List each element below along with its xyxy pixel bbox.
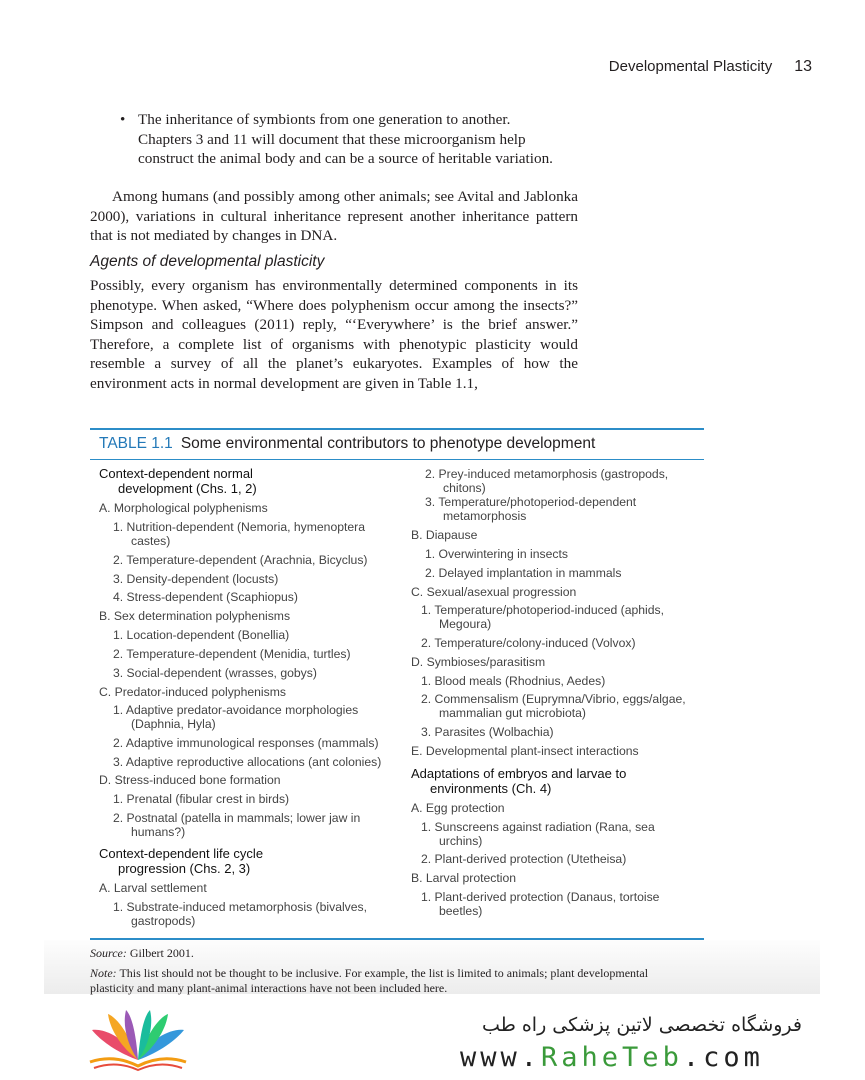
- table-entry: 3. Adaptive reproductive allocations (ant colonies): [113, 755, 382, 769]
- table-entry: 1. Temperature/photoperiod-induced (aphids,: [421, 603, 665, 617]
- table-entry: 2. Commensalism (Euprymna/Vibrio, eggs/algae,: [421, 692, 686, 706]
- table-entry: mammalian gut microbiota): [439, 706, 586, 720]
- table-entry: (Daphnia, Hyla): [131, 717, 216, 731]
- table-entry: C. Predator-induced polyphenisms: [99, 685, 286, 699]
- watermark-url: [460, 1042, 764, 1073]
- table-entry: gastropods): [131, 914, 196, 928]
- bullet-symbol: •: [120, 111, 126, 128]
- table-section-heading: Adaptations of embryos and larvae to: [411, 766, 627, 781]
- table-entry: 2. Postnatal (patella in mammals; lower jaw in: [113, 811, 361, 825]
- table-entry: C. Sexual/asexual progression: [411, 585, 577, 599]
- table-source: [90, 946, 194, 961]
- table-entry: 3. Social-dependent (wrasses, gobys): [113, 666, 317, 680]
- table-entry: beetles): [439, 904, 483, 918]
- watermark-url-pre: www.: [460, 1042, 542, 1073]
- table-entry: 2. Temperature-dependent (Arachnia, Bicyclus): [113, 553, 368, 567]
- table-entry: 1. Location-dependent (Bonellia): [113, 628, 290, 642]
- table-entry: 1. Adaptive predator-avoidance morphologies: [113, 703, 359, 717]
- table-section-heading: progression (Chs. 2, 3): [118, 861, 251, 876]
- table-entry: A. Larval settlement: [99, 881, 207, 895]
- table-title: [99, 435, 595, 453]
- table-entry: D. Symbioses/parasitism: [411, 655, 546, 669]
- table-entry: A. Egg protection: [411, 801, 505, 815]
- watermark-url-post: .com: [682, 1042, 764, 1073]
- table-entry: B. Diapause: [411, 528, 478, 542]
- paragraph-1: Among humans (and possibly among other animals; see Avital and Jablonka 2000), variations in cultural inheritance represent another inheritance pattern that is not mediated by changes in DNA.: [90, 188, 578, 244]
- table-entry: 3. Density-dependent (locusts): [113, 572, 279, 586]
- table-entry: Megoura): [439, 617, 492, 631]
- watermark-url-brand: RaheTeb: [541, 1042, 683, 1073]
- table-entry: 1. Sunscreens against radiation (Rana, sea: [421, 820, 655, 834]
- table-entry: 4. Stress-dependent (Scaphiopus): [113, 590, 298, 604]
- note-text: This list should not be thought to be inclusive. For example, the list is limited to animals; plant developmental plasticity and many plant-animal interactions have not been included here.: [90, 966, 649, 995]
- table-caption: Some environmental contributors to phenotype development: [180, 435, 596, 452]
- table-entry: chitons): [443, 481, 486, 495]
- table-entry: 2. Adaptive immunological responses (mammals): [113, 736, 379, 750]
- table-number: TABLE 1.1: [99, 435, 173, 452]
- table-entry: metamorphosis: [443, 509, 527, 523]
- table-section-heading: environments (Ch. 4): [430, 781, 552, 796]
- table-entry: 3. Temperature/photoperiod-dependent: [425, 495, 637, 509]
- table-entry: 3. Parasites (Wolbachia): [421, 725, 554, 739]
- section-heading: Agents of developmental plasticity: [90, 253, 325, 270]
- table-entry: D. Stress-induced bone formation: [99, 773, 281, 787]
- table-entry: 1. Substrate-induced metamorphosis (bivalves,: [113, 900, 368, 914]
- bullet-item: [120, 110, 560, 169]
- table-entry: 1. Plant-derived protection (Danaus, tortoise: [421, 890, 660, 904]
- table-entry: B. Sex determination polyphenisms: [99, 609, 291, 623]
- table-entry: 1. Nutrition-dependent (Nemoria, hymenoptera: [113, 520, 366, 534]
- table-entry: humans?): [131, 825, 186, 839]
- table-section-heading: Context-dependent normal: [99, 466, 253, 481]
- table-entry: 1. Prenatal (fibular crest in birds): [113, 792, 290, 806]
- page-number: 13: [794, 58, 812, 75]
- watermark-persian: فروشگاه تخصصی لاتین پزشکی راه طب: [482, 1014, 802, 1036]
- table-entry: castes): [131, 534, 171, 548]
- running-header: [0, 58, 812, 76]
- note-label: Note:: [90, 966, 117, 980]
- table-entry: 1. Blood meals (Rhodnius, Aedes): [421, 674, 606, 688]
- source-text: Gilbert 2001.: [126, 946, 194, 960]
- table-entry: E. Developmental plant-insect interactions: [411, 744, 639, 758]
- table-section-heading: Context-dependent life cycle: [99, 846, 264, 861]
- book-logo-icon: [86, 1008, 190, 1072]
- table-section-heading: development (Chs. 1, 2): [118, 481, 257, 496]
- source-label: Source:: [90, 946, 127, 960]
- table-note: [90, 966, 650, 996]
- paragraph-2: Possibly, every organism has environmentally determined components in its phenotype. When asked, “Where does polyphenism occur among the insects?” Simpson and colleagues (2011) reply, “‘Everywhere’ is the brief answer.” Therefore, a complete list of organisms with phenotypic plasticity would resemble a survey of all the planet’s eukaryotes. Examples of how the environment acts in normal development are given in Table 1.1,: [90, 277, 578, 392]
- table-entry: 2. Temperature-dependent (Menidia, turtles): [113, 647, 351, 661]
- table-entry: 2. Delayed implantation in mammals: [425, 566, 622, 580]
- table-entry: 2. Prey-induced metamorphosis (gastropods,: [425, 467, 669, 481]
- table-entry: 2. Plant-derived protection (Utetheisa): [421, 852, 627, 866]
- table-entry: 1. Overwintering in insects: [425, 547, 568, 561]
- running-title: Developmental Plasticity: [608, 58, 773, 75]
- table-entry: B. Larval protection: [411, 871, 517, 885]
- bullet-text: The inheritance of symbionts from one generation to another. Chapters 3 and 11 will document that these microorganism help construct the animal body and can be a source of heritable variation.: [138, 111, 553, 167]
- table-entry: A. Morphological polyphenisms: [99, 501, 268, 515]
- table-rule: [90, 459, 704, 460]
- table-entry: urchins): [439, 834, 483, 848]
- table-entry: 2. Temperature/colony-induced (Volvox): [421, 636, 636, 650]
